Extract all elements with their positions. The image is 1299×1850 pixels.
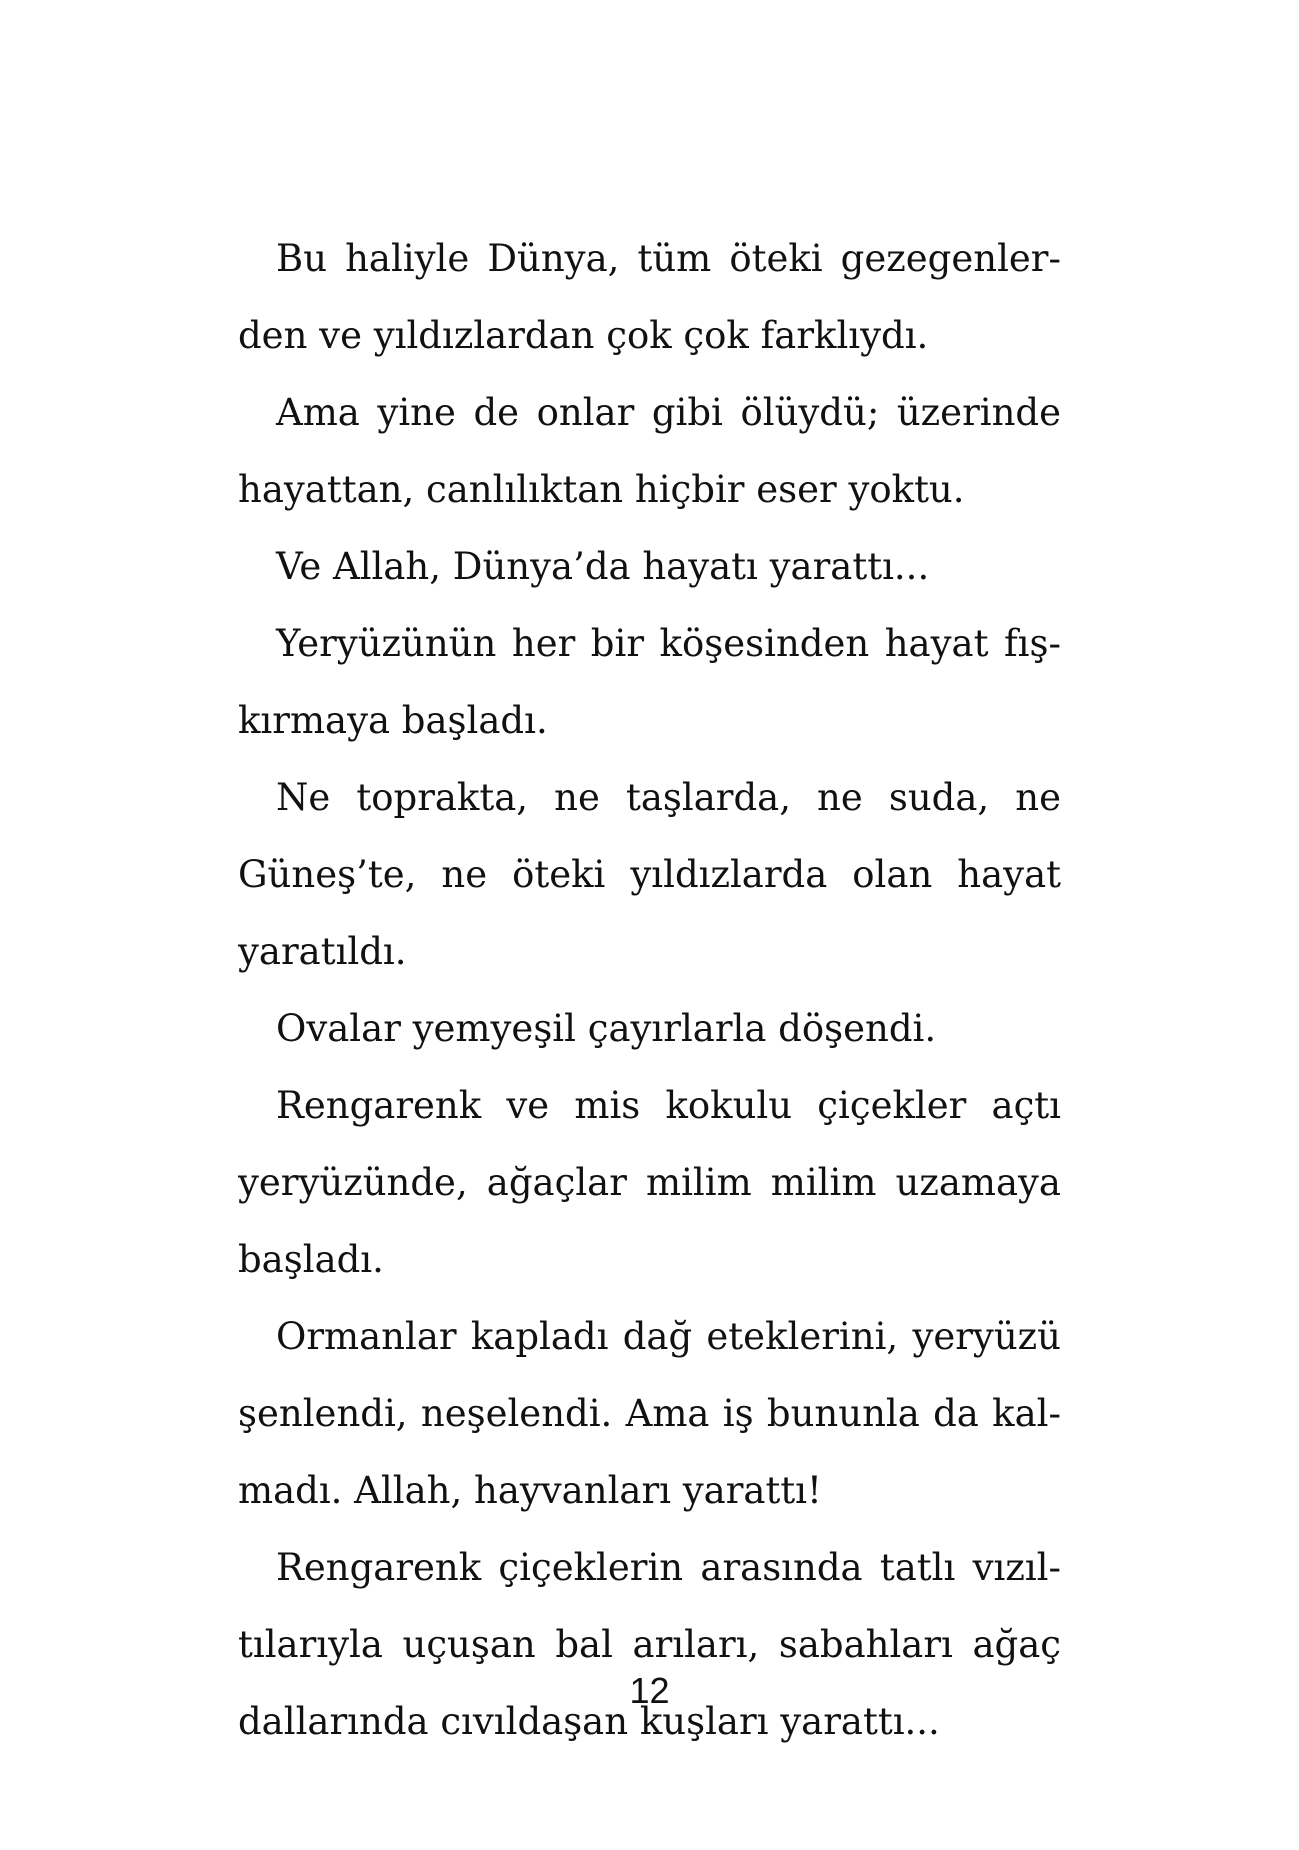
text-line: Yeryüzünün her bir köşesinden hayat fış- — [276, 622, 1061, 665]
text-line: yeryüzünde, ağaçlar milim milim uzamaya — [238, 1161, 1061, 1204]
text-line: Ve Allah, Dünya’da hayatı yarattı... — [276, 545, 930, 588]
text-line: den ve yıldızlardan çok çok farklıydı. — [238, 314, 929, 357]
text-line: şenlendi, neşelendi. Ama iş bununla da kal- — [238, 1392, 1061, 1435]
text-line: tılarıyla uçuşan bal arıları, sabahları ağaç — [238, 1623, 1061, 1666]
text-line: Ormanlar kapladı dağ eteklerini, yeryüzü — [276, 1315, 1061, 1358]
text-line: Bu haliyle Dünya, tüm öteki gezegenler- — [276, 237, 1061, 280]
body-text — [238, 220, 1061, 1760]
page-number: 12 — [629, 1670, 670, 1711]
text-line: Ovalar yemyeşil çayırlarla döşendi. — [276, 1007, 937, 1050]
text-line: Ne toprakta, ne taşlarda, ne suda, ne — [276, 776, 1061, 819]
text-line: yaratıldı. — [238, 930, 407, 973]
text-line: Rengarenk ve mis kokulu çiçekler açtı — [276, 1084, 1061, 1127]
text-line: Ama yine de onlar gibi ölüydü; üzerinde — [276, 391, 1061, 434]
text-line: başladı. — [238, 1238, 384, 1281]
text-line: Güneş’te, ne öteki yıldızlarda olan hayat — [238, 853, 1061, 896]
text-line: kırmaya başladı. — [238, 699, 548, 742]
text-line: hayattan, canlılıktan hiçbir eser yoktu. — [238, 468, 965, 511]
text-line: Rengarenk çiçeklerin arasında tatlı vızıl- — [276, 1546, 1061, 1589]
text-line: dallarında cıvıldaşan kuşları yarattı... — [238, 1700, 940, 1743]
text-line: madı. Allah, hayvanları yarattı! — [238, 1469, 822, 1512]
